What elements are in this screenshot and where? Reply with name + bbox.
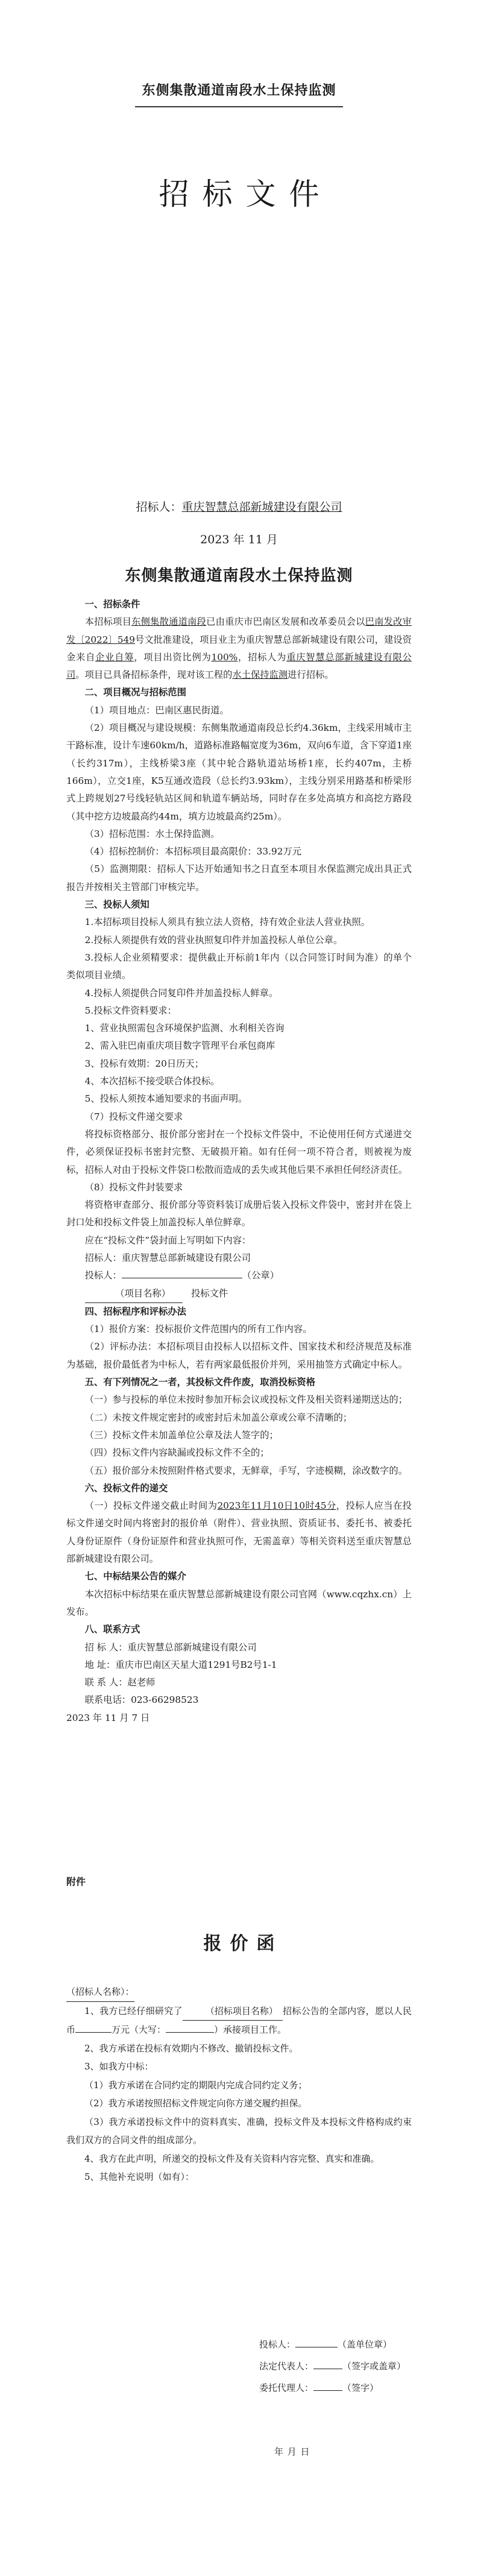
publication-paragraph: 本次招标中标结果在重庆智慧总部新城建设有限公司官网（www.cqzhx.cn）上发布。	[66, 1588, 412, 1617]
paragraph: （1）项目地点：巴南区惠民街道。	[84, 704, 229, 716]
paragraph: 5.投标文件资料要求：	[84, 1005, 177, 1016]
paragraph: （四）投标文件内容缺漏或投标文件不全的；	[84, 1447, 269, 1459]
tender-conditions-paragraph: 本招标项目东侧集散通道南段已由重庆市巴南区发展和改革委员会以巴南发改审发〔2022〕549号文批准建设，项目业主为重庆智慧总部新城建设有限公司，建设资金来自企业自筹，项目出资比例为100%，招标人为重庆智慧总部新城建设有限公司。项目已具备招标条件，现对该工程的水土保持监测进行招标。	[66, 616, 412, 681]
paragraph: （二）未按文件规定密封的或密封后未加盖公章或公章不清晰的；	[84, 1412, 353, 1423]
signature-legal-row: 法定代表人： （签字或盖章）	[259, 2361, 406, 2372]
cover-project-title: 东侧集散通道南段水土保持监测	[142, 83, 336, 98]
cover-tenderer-label: 招标人：	[136, 500, 182, 514]
contact-address: 地 址：重庆市巴南区天星大道1291号B2号1-1	[84, 1659, 277, 1670]
bid-letter-body	[66, 1983, 412, 2186]
cover-tenderer-name: 重庆智慧总部新城建设有限公司	[181, 500, 342, 514]
paragraph: 1、营业执照需包含环境保护监测、水利相关咨询	[84, 1023, 285, 1034]
paragraph: 3、投标有效期：20日历天；	[84, 1058, 204, 1069]
paragraph: 2、需入驻巴南重庆项目数字管理平台承包商库	[84, 1040, 275, 1052]
contact-tenderer: 招 标 人：重庆智慧总部新城建设有限公司	[84, 1641, 257, 1653]
paragraph: （8）投标文件封装要求	[84, 1181, 183, 1193]
section-heading: 六、投标文件的递交	[84, 1482, 168, 1494]
bid-addressee: （招标人名称）：	[66, 1983, 412, 2002]
paragraph: （1）报价方案：投标报价文件范围内的所有工作内容。	[84, 1324, 312, 1335]
paragraph: 5、投标人须按本通知要求的书面声明。	[84, 1093, 248, 1105]
section-heading: 三、投标人须知	[84, 899, 149, 911]
paragraph: （一）参与投标的单位未按时参加开标会议或投标文件及相关资料递期送达的；	[84, 1394, 407, 1406]
envelope-project-line: （项目名称） 投标文件	[66, 1285, 412, 1303]
paragraph: （3）招标范围：水土保持监测。	[84, 828, 220, 839]
notice-date: 2023 年 11 月 7 日	[66, 1712, 150, 1723]
paragraph: 将资格审查部分、报价部分等资料装订成册后装入投标文件袋中，密封并在袋上封口处和投标文件袋上加盖投标人单位鲜章。	[66, 1199, 412, 1228]
section-heading: 五、有下列情况之一者，其投标文件作废，取消投标资格	[84, 1377, 316, 1388]
cover-title-underline	[135, 106, 343, 107]
paragraph: （1）我方承诺在合同约定的期限内完成合同约定义务；	[84, 2079, 307, 2091]
paragraph: 应在“投标文件”袋封面上写明如下内容：	[84, 1234, 251, 1246]
paragraph: 4.投标人须提供合同复印件并加盖投标人鲜章。	[84, 987, 278, 999]
bid-offer-paragraph: 1、我方已经仔细研究了 （招标项目名称） 招标公告的全部内容，愿以人民币 万元（大写： ）承接项目工作。	[66, 2002, 412, 2039]
paragraph: 2.投标人须提供有效的营业执照复印件并加盖投标人单位公章。	[84, 934, 343, 945]
section-heading: 一、招标条件	[84, 599, 140, 610]
section-heading: 八、联系方式	[84, 1624, 140, 1635]
bid-signature-block	[259, 2334, 416, 2399]
paragraph: （2）项目概况与建设规模：东侧集散通道南段总长约4.36km，主线采用城市主干路标准，设计车速60km/h，道路标准路幅宽度为36m，双向6车道，含下穿道1座（长约317m），主线桥梁3座（其中轮合路轨道站场桥1座，长约407m，主桥166m），立交1座，K5互通改造段（总长约3.93km），主线分别采用路基和桥梁形式上跨规划27号线轻轨站区间和轨道车辆站场，同时存在多处高填方和高挖方路段（其中挖方边坡最高约44m，填方边坡最高约25m）。	[66, 722, 412, 822]
paragraph: （4）招标控制价：本招标项目最高限价：33.92万元	[84, 846, 302, 857]
contact-person: 联 系 人：赵老师	[84, 1677, 156, 1688]
paragraph: 3.投标人企业须精要求：提供截止开标前1年内（以合同签订时间为准）的单个类似项目业绩。	[66, 952, 412, 981]
cover-tenderer	[0, 498, 478, 514]
section-heading: 四、招标程序和评标办法	[84, 1305, 186, 1317]
signature-agent-row: 委托代理人： （签字）	[259, 2382, 379, 2393]
paragraph: 5、其他补充说明（如有）：	[84, 2171, 195, 2182]
bid-date: 年 月 日	[274, 2446, 310, 2457]
paragraph: （7）投标文件递交要求	[84, 1111, 183, 1122]
paragraph: （2）我方承诺按照招标文件规定向你方递交履约担保。	[84, 2098, 307, 2109]
bid-letter-title: 报价函	[203, 1933, 283, 1954]
section-heading: 二、项目概况与招标范围	[84, 687, 186, 698]
signature-bidder-row: 投标人： （盖单位章）	[259, 2339, 392, 2350]
paragraph: （五）报价部分未按照附件格式要求，无鲜章，手写，字迹模糊，涂改数字的。	[84, 1465, 407, 1476]
paragraph: （2）评标办法：本招标项目由投标人以招标文件、国家技术和经济规范及标准为基础，报价最低者为中标人，若有两家最低报价并列，采用抽签方式确定中标人。	[66, 1341, 412, 1370]
paragraph: 2、我方承诺在投标有效期内不修改、撤销投标文件。	[84, 2042, 298, 2054]
cover-document-title: 招标文件	[159, 177, 333, 212]
paragraph: 招标人：重庆智慧总部新城建设有限公司	[84, 1252, 251, 1263]
section-heading: 七、中标结果公告的媒介	[84, 1571, 186, 1582]
paragraph: 4、本次招标不接受联合体投标。	[84, 1076, 220, 1087]
paragraph: 3、如我方中标：	[84, 2061, 154, 2072]
paragraph: （三）投标文件未加盖单位公章及法人签字的；	[84, 1429, 278, 1441]
paragraph: （5）监测期限：招标人下达开始通知书之日直至本项目水保监测完成出具正式报告并按相关主管部门审核完毕。	[66, 863, 412, 892]
contact-phone: 联系电话：023-66298523	[84, 1694, 199, 1706]
website-link[interactable]: www.cqzhx.cn	[326, 1588, 394, 1600]
paragraph: 将投标资格部分、报价部分密封在一个投标文件袋中，不论使用任何方式递进交件，必须保证投标书密封完整、无破损开箱。如有任何一项不符合者，则被视为废标，招标人对由于投标文件袋口松散而造成的丢失或其他后果不承担任何经济责任。	[66, 1128, 412, 1175]
paragraph: 1.本招标项目投标人须具有独立法人资格，持有效企业法人营业执照。	[84, 917, 371, 928]
cover-date: 2023 年 11 月	[200, 533, 278, 546]
submission-paragraph: （一）投标文件递交截止时间为2023年11月10日10时45分，投标人应当在投标文件递交时间内将密封的报价单（附件）、营业执照、资质证书、委托书、被委托人身份证原件（身份证原件和营业执照可作，无需盖章）等相关资料送至重庆智慧总部新城建设有限公司。	[66, 1500, 412, 1565]
envelope-bidder-line: 投标人： （公章）	[84, 1270, 279, 1281]
paragraph: 4、我方在此声明，所递交的投标文件及有关资料内容完整、真实和准确。	[84, 2153, 380, 2164]
paragraph: （3）我方承诺投标文件中的资料真实、准确，投标文件及本投标文件格构成约束我们双方的合同文件的组成部分。	[66, 2116, 412, 2145]
annex-label: 附件	[66, 1876, 86, 1887]
notice-title: 东侧集散通道南段水土保持监测	[125, 567, 353, 585]
notice-body	[66, 596, 412, 1727]
